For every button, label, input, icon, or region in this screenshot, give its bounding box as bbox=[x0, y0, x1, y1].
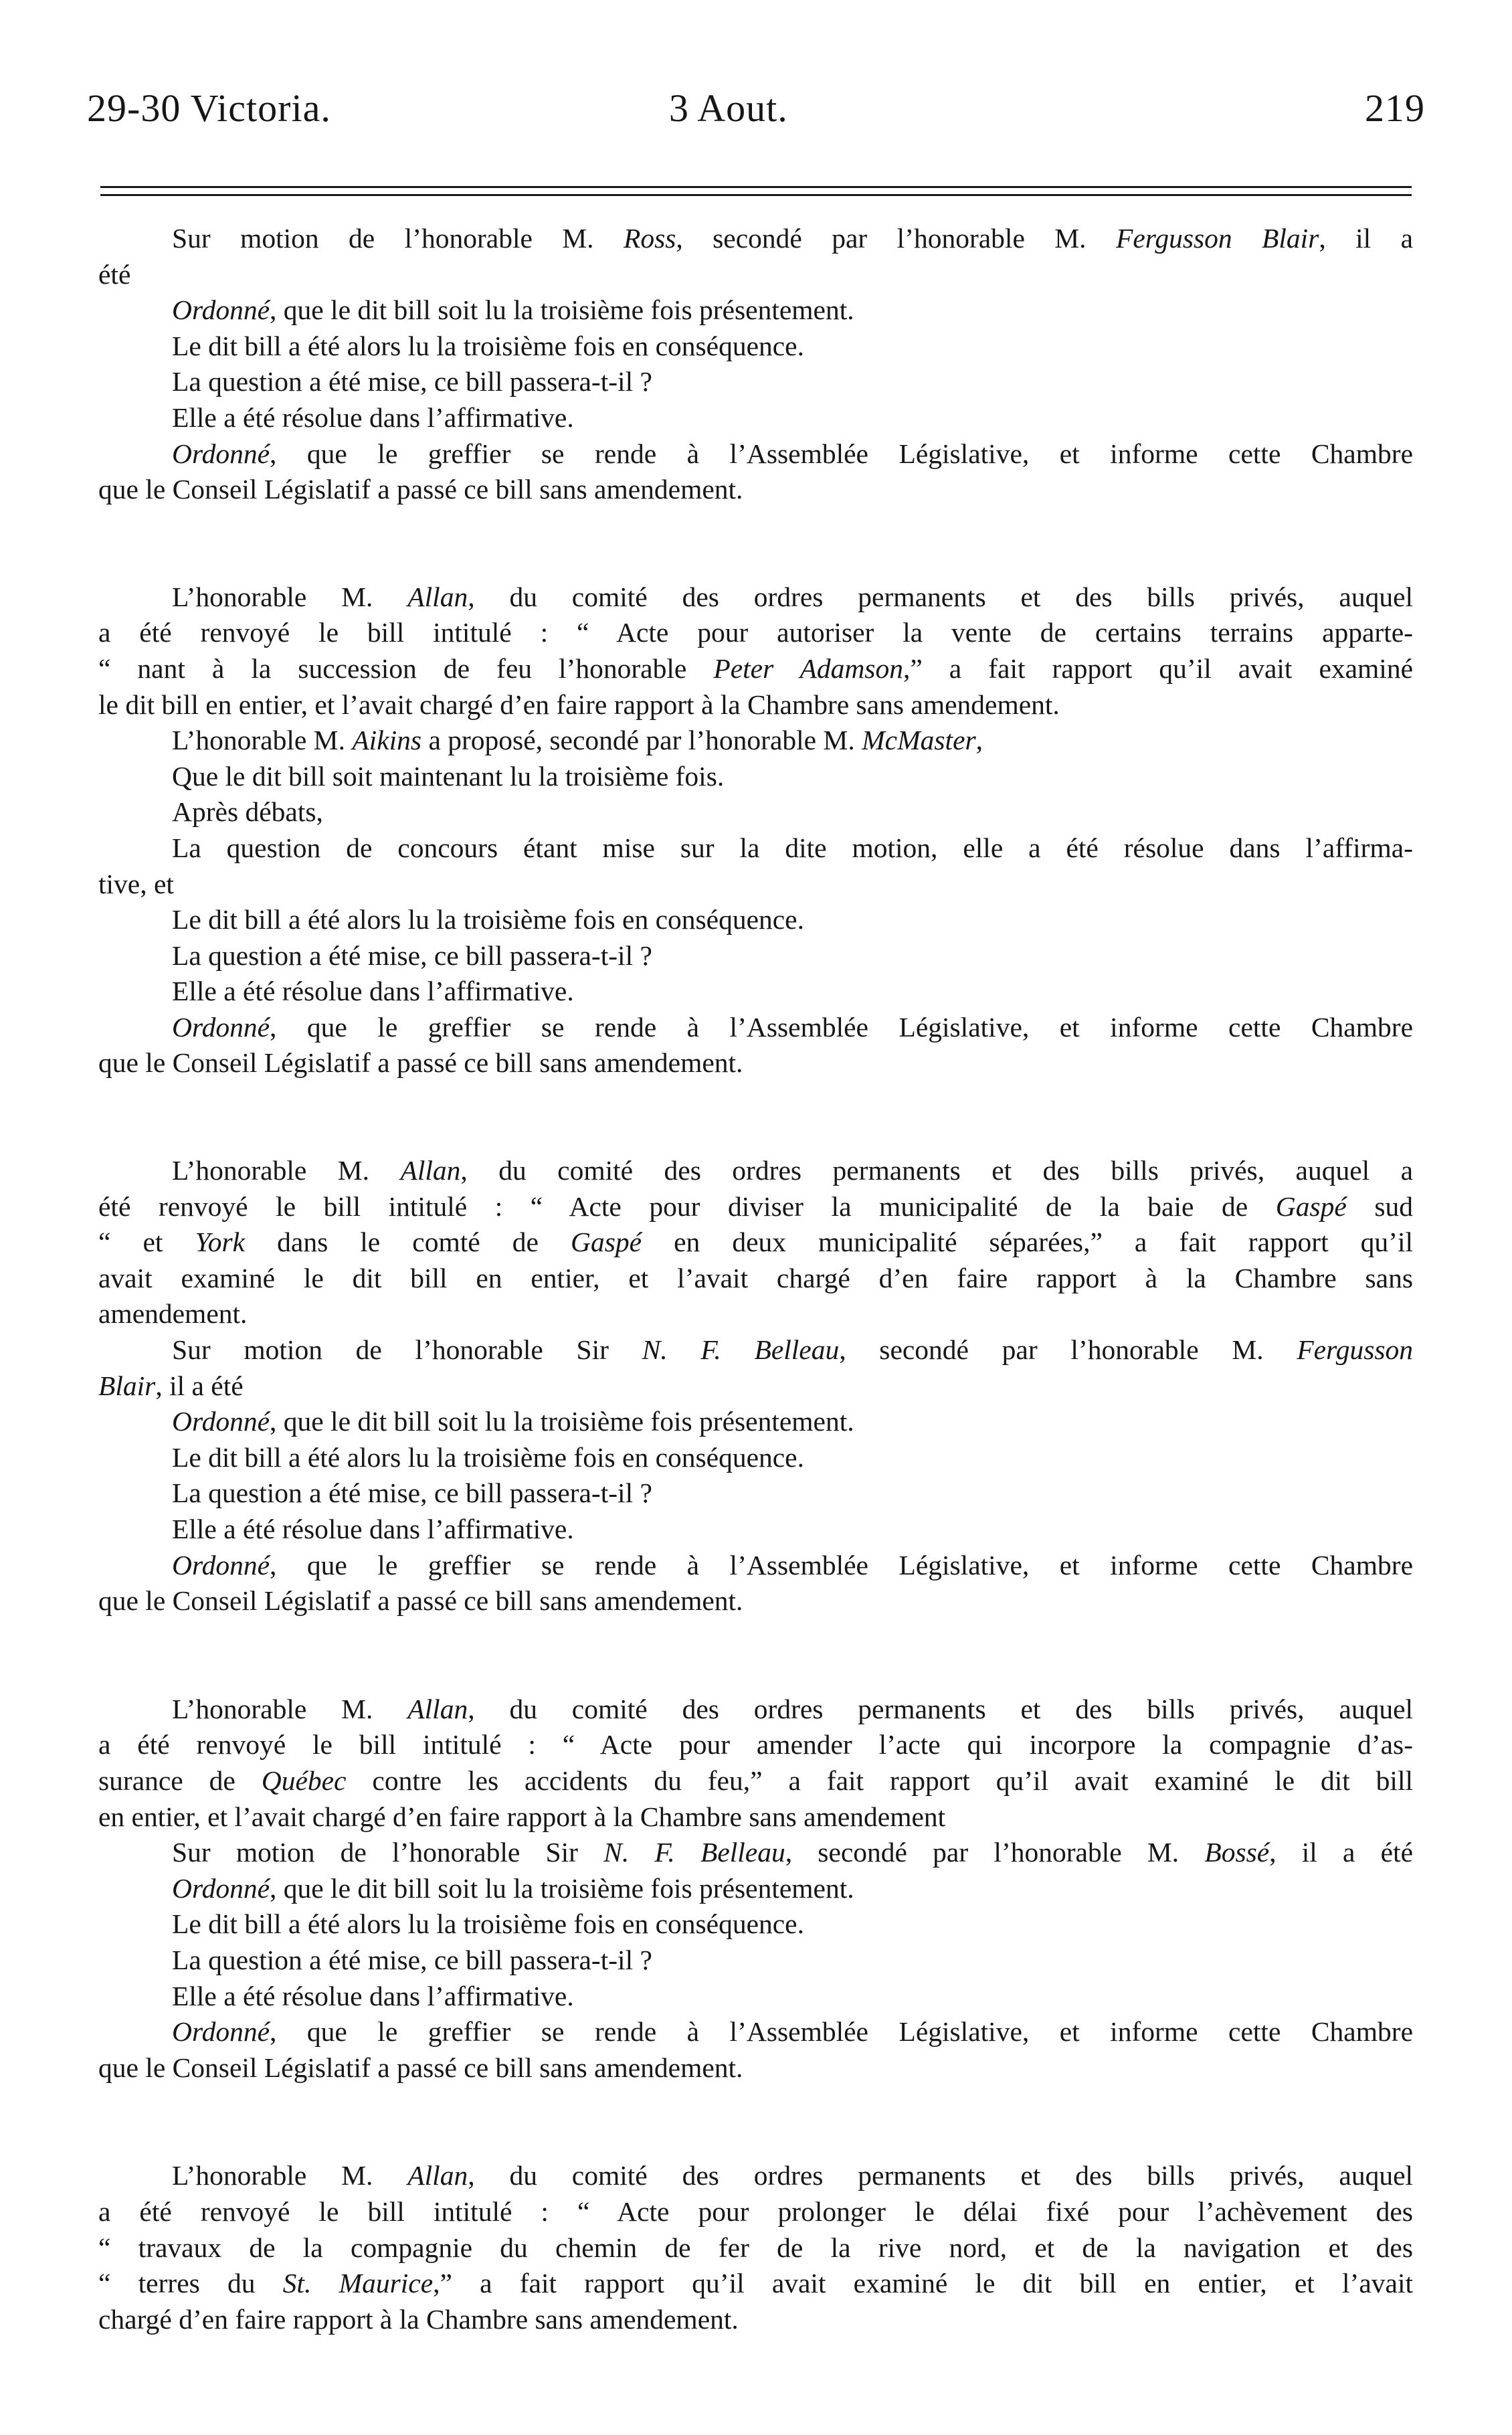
text-line: L’honorable M. Aikins a proposé, secondé par l’honorable M. McMaster, bbox=[172, 725, 983, 756]
text-line: Le dit bill a été alors lu la troisième fois en conséquence. bbox=[172, 1908, 804, 1940]
text-line: Elle a été résolue dans l’affirmative. bbox=[172, 1980, 574, 2011]
text-line: Le dit bill a été alors lu la troisième fois en conséquence. bbox=[172, 330, 804, 361]
entry-quebec-assurance-bill bbox=[98, 1692, 1413, 2086]
text-line: chargé d’en faire rapport à la Chambre sans amendement. bbox=[98, 2303, 739, 2335]
text-line: La question a été mise, ce bill passera-t-il ? bbox=[172, 1944, 652, 1975]
paragraph-gap bbox=[98, 508, 1413, 579]
header-session: 29-30 Victoria. bbox=[87, 86, 331, 130]
text-line: L’honorable M. Allan, du comité des ordres permanents et des bills privés, auquel bbox=[172, 2160, 1413, 2191]
text-line: Blair, il a été bbox=[98, 1370, 244, 1401]
page-body bbox=[98, 221, 1413, 2337]
entry-adamson-bill bbox=[98, 579, 1413, 1081]
paragraph-gap bbox=[98, 1619, 1413, 1692]
text-line: a été renvoyé le bill intitulé : “ Acte pour amender l’acte qui incorpore la compagnie d’as- bbox=[98, 1729, 1413, 1761]
text-line: tive, et bbox=[98, 868, 174, 899]
paragraph-gap bbox=[98, 1081, 1413, 1153]
text-line: La question a été mise, ce bill passera-t-il ? bbox=[172, 939, 652, 971]
text-line: que le Conseil Législatif a passé ce bill sans amendement. bbox=[98, 474, 743, 505]
entry-st-maurice-bill bbox=[98, 2158, 1413, 2337]
entry-ross-motion bbox=[98, 221, 1413, 508]
text-line: Elle a été résolue dans l’affirmative. bbox=[172, 401, 574, 433]
text-line: Sur motion de l’honorable Sir N. F. Belleau, secondé par l’honorable M. Fergusson bbox=[172, 1334, 1413, 1366]
text-line: La question a été mise, ce bill passera-t-il ? bbox=[172, 1477, 652, 1509]
text-line: “ nant à la succession de feu l’honorable Peter Adamson,” a fait rapport qu’il avait examiné bbox=[98, 652, 1413, 684]
text-line: Que le dit bill soit maintenant lu la troisième fois. bbox=[172, 760, 725, 792]
header-rule-bottom bbox=[100, 194, 1412, 196]
text-line: La question a été mise, ce bill passera-t-il ? bbox=[172, 366, 652, 397]
text-line: que le Conseil Législatif a passé ce bill sans amendement. bbox=[98, 1585, 743, 1617]
header-date: 3 Aout. bbox=[669, 86, 788, 130]
text-line: Ordonné, que le greffier se rende à l’Assemblée Législative, et informe cette Chambre bbox=[172, 1011, 1413, 1043]
text-line: Elle a été résolue dans l’affirmative. bbox=[172, 1514, 574, 1544]
text-line: Ordonné, que le greffier se rende à l’Assemblée Législative, et informe cette Chambre bbox=[172, 1549, 1413, 1581]
text-line: Sur motion de l’honorable Sir N. F. Belleau, secondé par l’honorable M. Bossé, il a été bbox=[172, 1837, 1413, 1868]
text-line: que le Conseil Législatif a passé ce bill sans amendement. bbox=[98, 2052, 743, 2083]
text-line: Ordonné, que le dit bill soit lu la troisième fois présentement. bbox=[172, 1872, 854, 1904]
text-line: surance de Québec contre les accidents du feu,” a fait rapport qu’il avait examiné le dit bill bbox=[98, 1765, 1413, 1796]
text-line: L’honorable M. Allan, du comité des ordres permanents et des bills privés, auquel bbox=[172, 581, 1413, 612]
page-header bbox=[87, 86, 1425, 153]
text-line: Après débats, bbox=[172, 796, 323, 828]
entry-gaspe-bill bbox=[98, 1153, 1413, 1619]
page-number: 219 bbox=[1365, 86, 1425, 130]
text-line: a été renvoyé le bill intitulé : “ Acte pour prolonger le délai fixé pour l’achèvement des bbox=[98, 2195, 1413, 2227]
text-line: a été renvoyé le bill intitulé : “ Acte pour autoriser la vente de certains terrains apparte- bbox=[98, 617, 1413, 648]
text-line: Ordonné, que le greffier se rende à l’Assemblée Législative, et informe cette Chambre bbox=[172, 438, 1413, 469]
paragraph-gap bbox=[98, 2086, 1413, 2158]
text-line: Ordonné, que le greffier se rende à l’Assemblée Législative, et informe cette Chambre bbox=[172, 2016, 1413, 2048]
text-line: Sur motion de l’honorable M. Ross, secondé par l’honorable M. Fergusson Blair, il a bbox=[172, 223, 1413, 254]
text-line: La question de concours étant mise sur la dite motion, elle a été résolue dans l’affirma- bbox=[172, 832, 1413, 863]
text-line: le dit bill en entier, et l’avait chargé d’en faire rapport à la Chambre sans amendement. bbox=[98, 689, 1060, 720]
text-line: été bbox=[98, 258, 131, 290]
text-line: Ordonné, que le dit bill soit lu la troisième fois présentement. bbox=[172, 1406, 854, 1437]
text-line: L’honorable M. Allan, du comité des ordres permanents et des bills privés, auquel bbox=[172, 1693, 1413, 1724]
text-line: en entier, et l’avait chargé d’en faire rapport à la Chambre sans amendement bbox=[98, 1801, 946, 1832]
text-line: amendement. bbox=[98, 1298, 248, 1330]
text-line: “ terres du St. Maurice,” a fait rapport qu’il avait examiné le dit bill en entier, et l’avait bbox=[98, 2268, 1413, 2299]
text-line: L’honorable M. Allan, du comité des ordres permanents et des bills privés, auquel a bbox=[172, 1155, 1413, 1186]
text-line: été renvoyé le bill intitulé : “ Acte pour diviser la municipalité de la baie de Gaspé sud bbox=[98, 1190, 1413, 1222]
text-line: Ordonné, que le dit bill soit lu la troisième fois présentement. bbox=[172, 294, 854, 326]
header-rule-top bbox=[100, 186, 1412, 188]
text-line: que le Conseil Législatif a passé ce bill sans amendement. bbox=[98, 1047, 743, 1079]
text-line: “ et York dans le comté de Gaspé en deux municipalité séparées,” a fait rapport qu’il bbox=[98, 1227, 1413, 1258]
text-line: “ travaux de la compagnie du chemin de fer de la rive nord, et de la navigation et des bbox=[98, 2232, 1413, 2263]
text-line: Le dit bill a été alors lu la troisième fois en conséquence. bbox=[172, 1441, 804, 1473]
text-line: Elle a été résolue dans l’affirmative. bbox=[172, 976, 574, 1007]
text-line: Le dit bill a été alors lu la troisième fois en conséquence. bbox=[172, 904, 804, 935]
text-line: avait examiné le dit bill en entier, et l’avait chargé d’en faire rapport à la Chambre sans bbox=[98, 1262, 1413, 1293]
